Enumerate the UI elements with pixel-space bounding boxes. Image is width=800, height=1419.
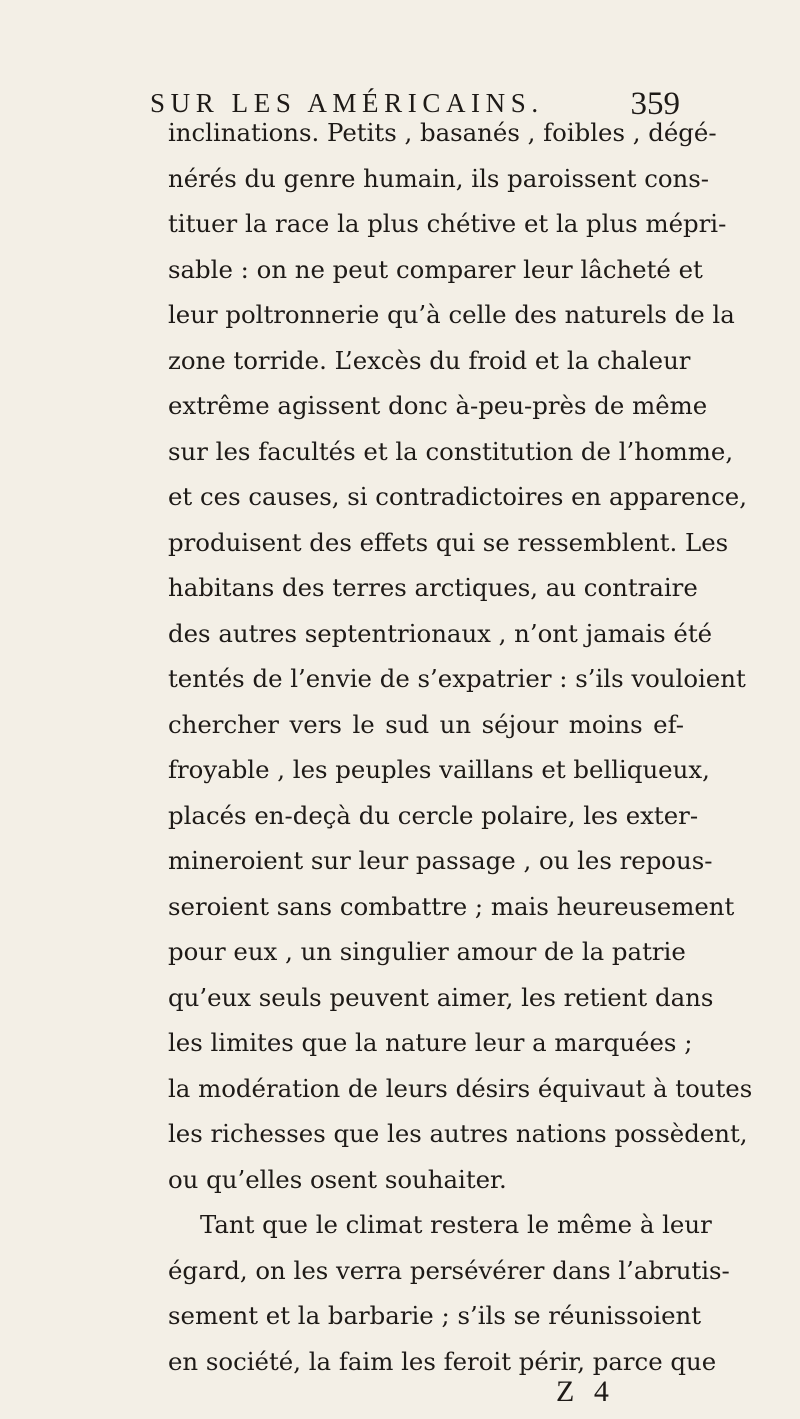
text-line: habitans des terres arctiques, au contraire — [168, 573, 698, 602]
text-line: les limites que la nature leur a marquées ; — [168, 1028, 693, 1057]
text-line: pour eux , un singulier amour de la patrie — [168, 937, 686, 966]
text-line: sur les facultés et la constitution de l’homme, — [168, 436, 734, 466]
text-line: tentés de l’envie de s’expatrier : s’ils vouloient — [168, 664, 746, 693]
signature-mark: Z 4 — [556, 1375, 615, 1408]
running-title: SUR LES AMÉRICAINS. — [150, 88, 544, 118]
page-number: 359 — [630, 86, 680, 122]
text-line: des autres septentrionaux , n’ont jamais été — [168, 618, 713, 648]
text-line: la modération de leurs désirs équivaut à toutes — [168, 1073, 753, 1103]
text-line: les richesses que les autres nations possèdent, — [168, 1119, 748, 1148]
paragraph-start-line: Tant que le climat restera le même à leur — [200, 1210, 712, 1239]
text-line: chercher vers le sud un séjour moins ef- — [168, 709, 684, 739]
text-line: mineroient sur leur passage , ou les repous- — [168, 846, 713, 875]
text-line: sement et la barbarie ; s’ils se réunissoient — [168, 1301, 702, 1330]
text-line: zone torride. L’excès du froid et la chaleur — [168, 345, 691, 375]
text-line: et ces causes, si contradictoires en apparence, — [168, 482, 747, 511]
text-line: extrême agissent donc à-peu-près de même — [168, 391, 708, 420]
text-line: froyable , les peuples vaillans et belliqueux, — [168, 755, 710, 784]
text-line: seroient sans combattre ; mais heureusement — [168, 891, 735, 921]
paragraph-end-line: ou qu’elles osent souhaiter. — [168, 1164, 507, 1194]
text-line: égard, on les verra persévérer dans l’abrutis- — [168, 1255, 730, 1285]
text-line: placés en-deçà du cercle polaire, les exter- — [168, 800, 699, 830]
text-line: sable : on ne peut comparer leur lâcheté et — [168, 254, 703, 284]
text-block — [168, 110, 753, 1384]
text-line: tituer la race la plus chétive et la plus mépri- — [168, 209, 727, 238]
text-line: produisent des effets qui se ressemblent. Les — [168, 527, 729, 557]
text-line: nérés du genre humain, ils paroissent cons- — [168, 163, 710, 193]
text-line: en société, la faim les feroit périr, parce que — [168, 1346, 717, 1376]
text-line: qu’eux seuls peuvent aimer, les retient dans — [168, 982, 714, 1012]
text-line: inclinations. Petits , basanés , foibles , dégé- — [168, 118, 717, 147]
text-line: leur poltronnerie qu’à celle des naturels de la — [168, 300, 735, 329]
